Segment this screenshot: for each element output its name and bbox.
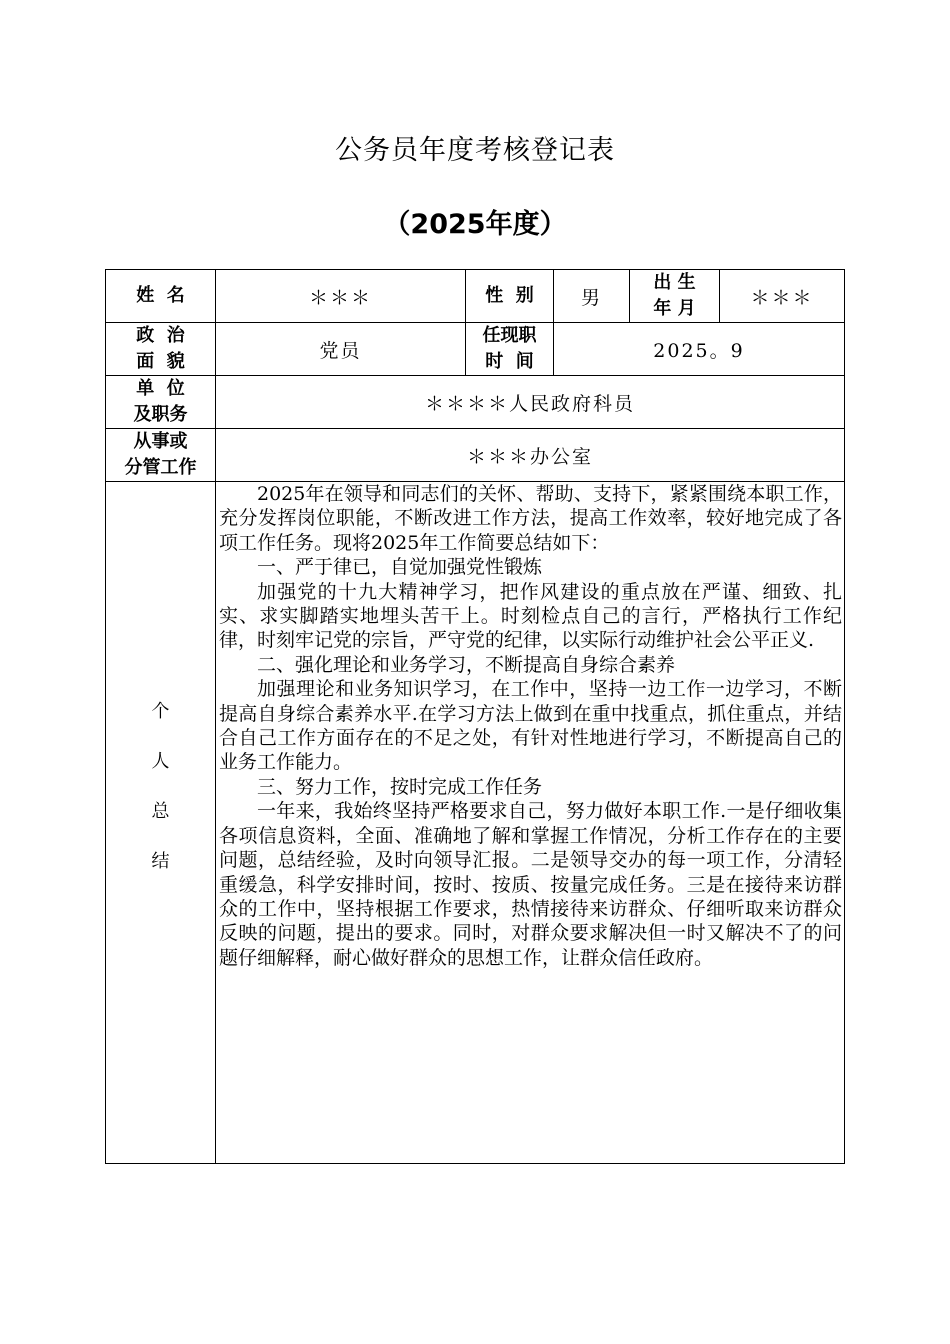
summary-heading: 三、努力工作，按时完成工作任务 (257, 775, 543, 798)
birth-label (630, 270, 720, 323)
document-title: 公务员年度考核登记表 (335, 135, 615, 166)
summary-paragraph: 2025年在领导和同志们的关怀、帮助、支持下，紧紧围绕本职工作，充分发挥岗位职能，不断改进工作方法，提高工作效率，较好地完成了各项工作任务。现将2025年工作简要总结如下： (219, 483, 842, 554)
work-label (106, 429, 216, 482)
document-subtitle: （2025年度） (383, 209, 567, 240)
birth-label-line2: 年 月 (653, 298, 696, 319)
gender-label: 性 别 (466, 270, 554, 323)
tenure-label (466, 323, 554, 376)
birth-value: ＊＊＊ (720, 270, 845, 323)
summary-heading: 二、强化理论和业务学习，不断提高自身综合素养 (257, 653, 676, 676)
unit-value: ＊＊＊＊人民政府科员 (216, 376, 845, 429)
row-summary (106, 482, 845, 1164)
tenure-label-line1: 任现职 (482, 325, 537, 346)
summary-heading: 一、严于律已，自觉加强党性锻炼 (257, 556, 543, 579)
birth-label-line1: 出 生 (653, 272, 696, 293)
summary-paragraph: 一年来，我始终坚持严格要求自己，努力做好本职工作.一是仔细收集各项信息资料，全面、准确地了解和掌握工作情况，分析工作存在的主要问题，总结经验，及时向领导汇报。二是领导交办的每一项工作，分清轻重缓急，科学安排时间，按时、按质、按量完成任务。三是在接待来访群众的工作中，坚持根据工作要求，热情接待来访群众、仔细听取来访群众反映的问题，提出的要求。同时，对群众要求解决但一时又解决不了的问题仔细解释，耐心做好群众的思想工作，让群众信任政府。 (219, 800, 842, 969)
political-value: 党员 (216, 323, 466, 376)
summary-paragraph: 加强党的十九大精神学习，把作风建设的重点放在严谨、细致、扎实、求实脚踏实地埋头苦干上。时刻检点自己的言行，严格执行工作纪律，时刻牢记党的宗旨，严守党的纪律，以实际行动维护社会公平正义. (219, 580, 842, 652)
work-label-line2: 分管工作 (124, 457, 197, 478)
summary-label-char: 结 (151, 851, 170, 872)
unit-label-line2: 及职务 (133, 404, 188, 425)
registration-form-table (105, 269, 845, 1164)
unit-label (106, 376, 216, 429)
summary-content (216, 482, 845, 1164)
tenure-value: 2025。9 (554, 323, 845, 376)
political-label (106, 323, 216, 376)
name-label: 姓 名 (106, 270, 216, 323)
tenure-label-line2: 时 间 (485, 351, 534, 372)
summary-label (106, 482, 216, 1164)
summary-label-char: 人 (151, 751, 170, 772)
summary-paragraph: 加强理论和业务知识学习，在工作中，坚持一边工作一边学习，不断提高自身综合素养水平.在学习方法上做到在重中找重点，抓住重点，并结合自己工作方面存在的不足之处，有针对性地进行学习，不断提高自己的业务工作能力。 (219, 678, 842, 774)
work-label-line1: 从事或 (133, 431, 188, 452)
row-unit (106, 376, 845, 429)
row-political (106, 323, 845, 376)
row-basic-info (106, 270, 845, 323)
political-label-line2: 面 貌 (136, 351, 185, 372)
gender-value: 男 (554, 270, 630, 323)
work-value: ＊＊＊办公室 (216, 429, 845, 482)
unit-label-line1: 单 位 (136, 378, 185, 399)
row-work (106, 429, 845, 482)
political-label-line1: 政 治 (136, 325, 185, 346)
summary-label-char: 个 (151, 701, 170, 722)
name-value: ＊＊＊ (216, 270, 466, 323)
summary-label-char: 总 (151, 801, 170, 822)
